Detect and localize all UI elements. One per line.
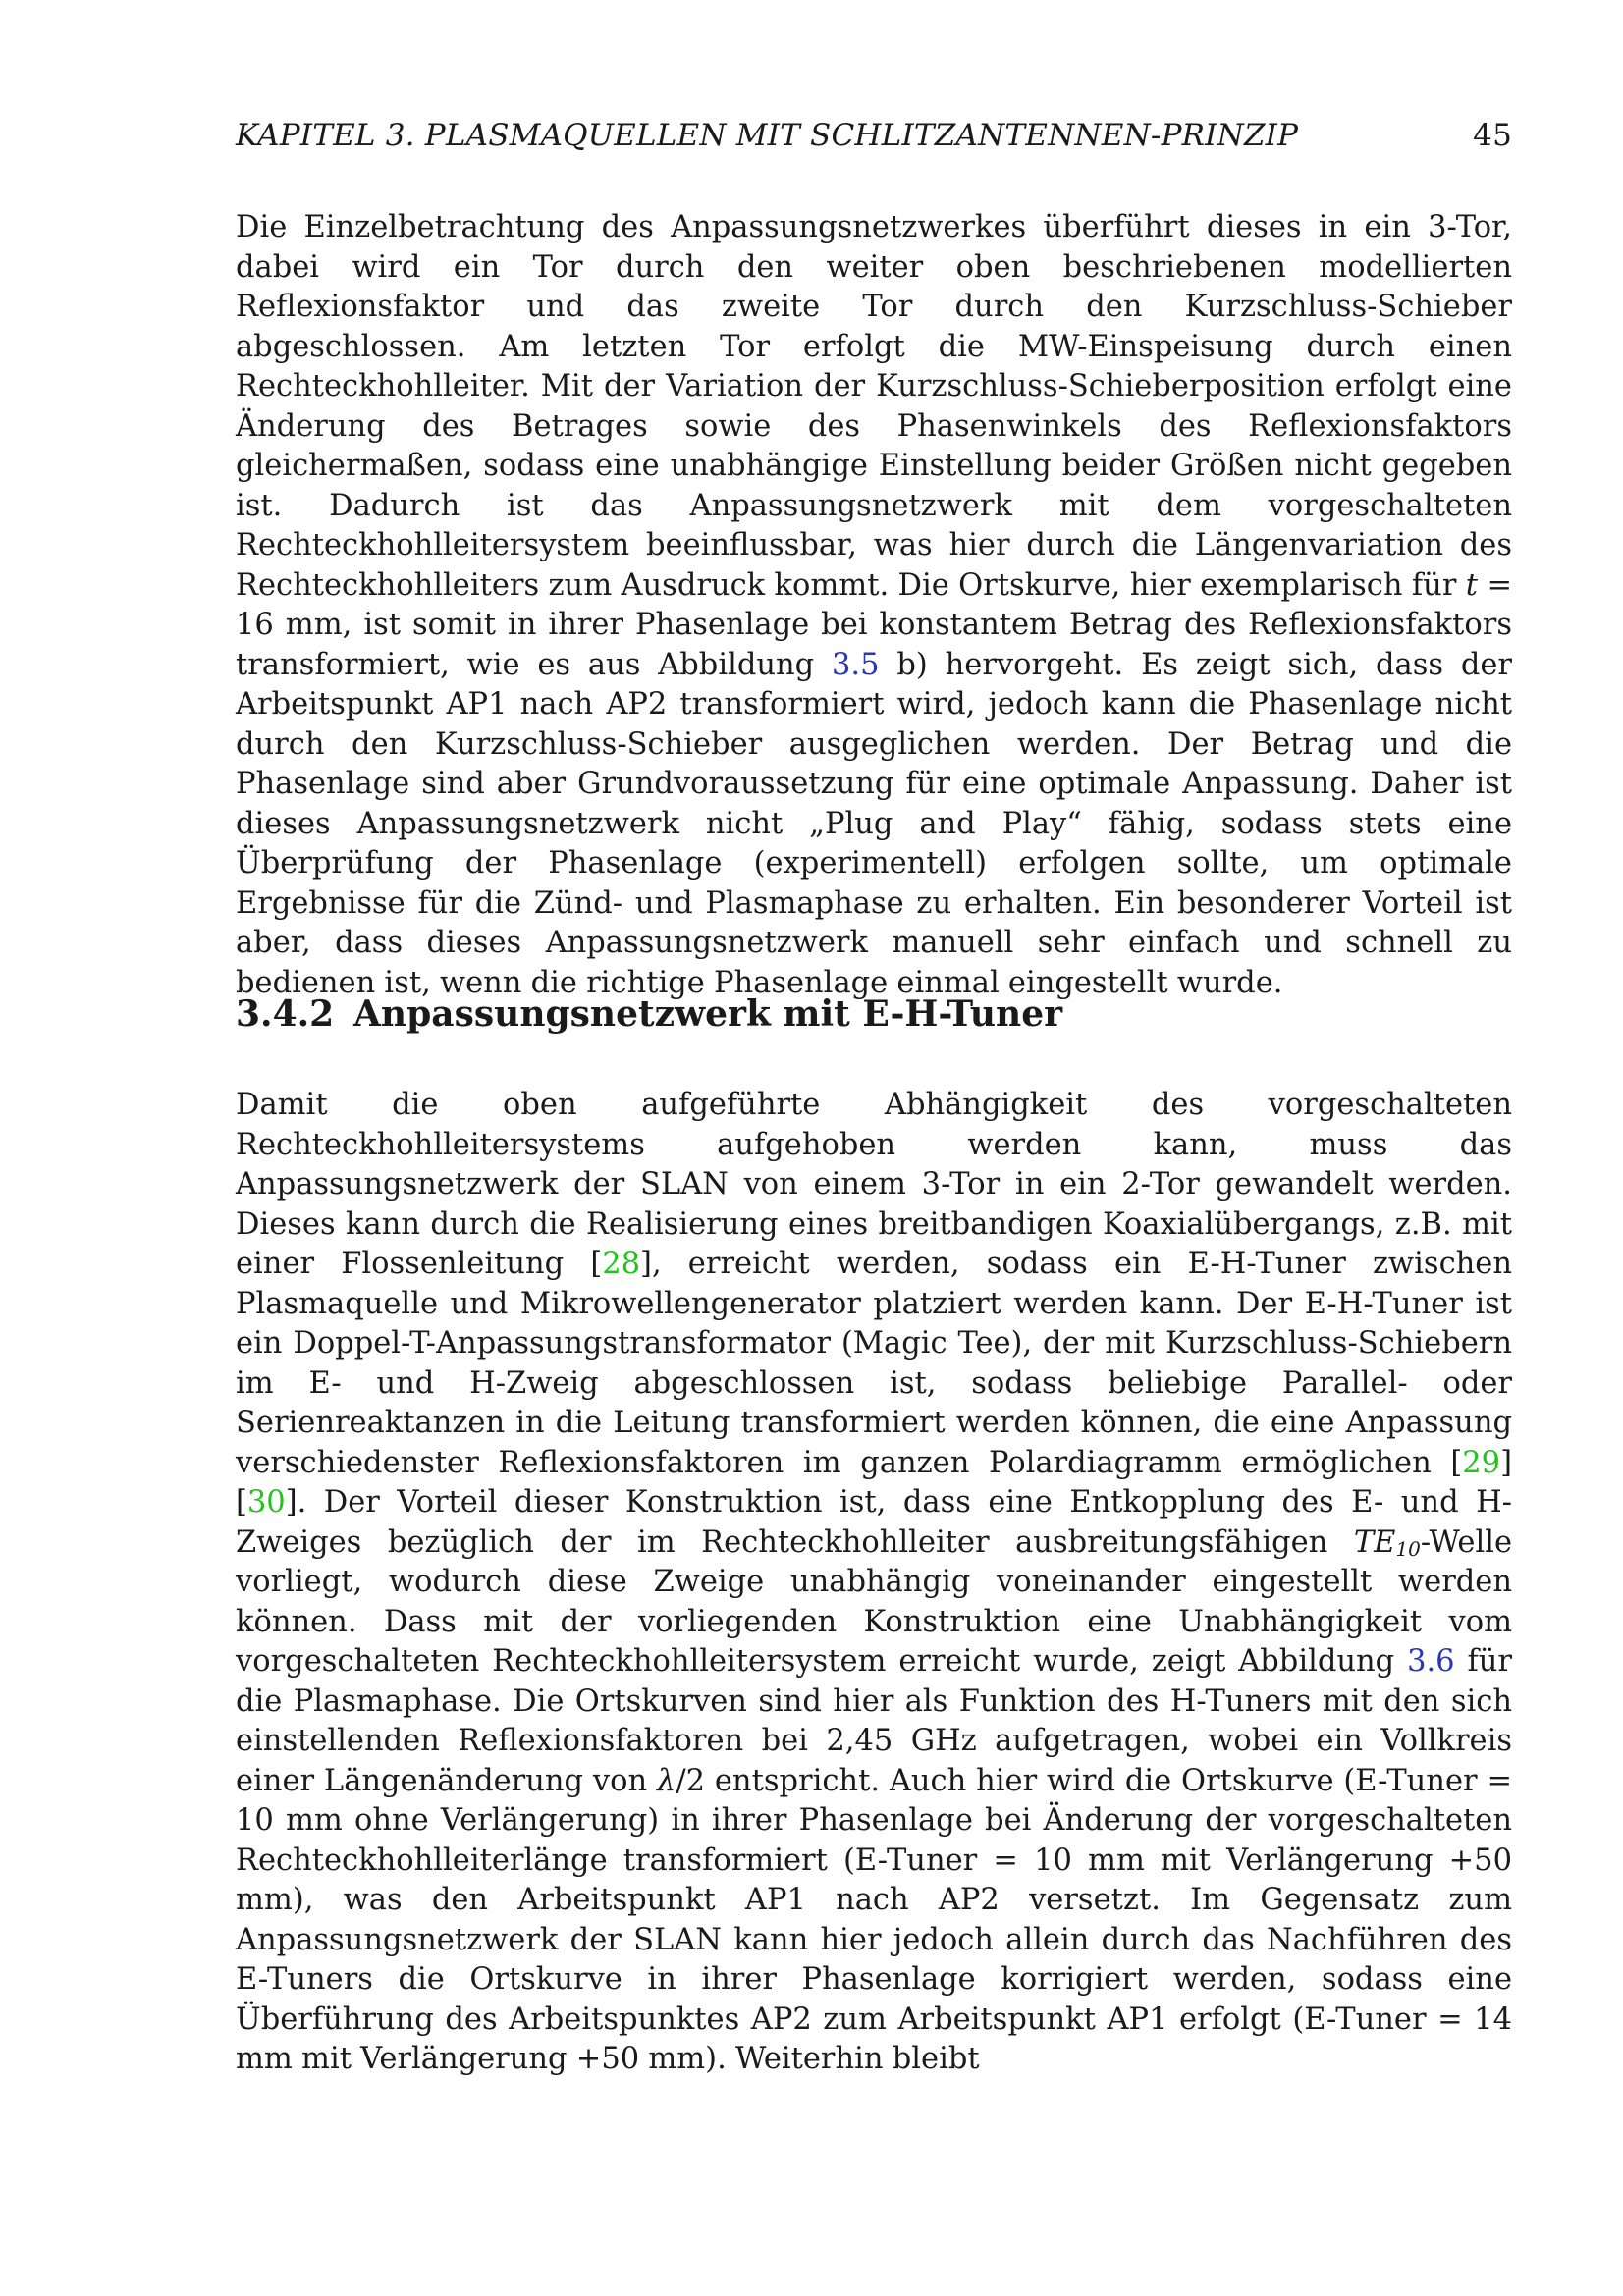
body-paragraph-2 — [236, 1086, 1512, 2080]
section-title: Anpassungsnetzwerk mit E-H-Tuner — [353, 993, 1063, 1035]
citation-28[interactable]: 28 — [602, 1247, 641, 1281]
text-run: = 16 mm, ist somit in ihrer Phasenlage bei konstantem Betrag des Reflexionsfaktors transformiert, wie es aus Abbildung — [236, 567, 1513, 682]
citation-29[interactable]: 29 — [1462, 1445, 1501, 1480]
text-run: -Welle vorliegt, wodurch diese Zweige unabhängig voneinander eingestellt werden können. Dass mit der vorliegenden Konstruktion eine Unabhängigkeit vom vorgeschalteten Rechteckhohlleitersystem erreicht wurde, zeigt Abbildung — [236, 1524, 1512, 1679]
text-run: ]. Der Vorteil dieser Konstruktion ist, dass eine Entkopplung des E- und H-Zweiges bezüglich der im Rechteckhohlleiter ausbreitungsfähigen — [236, 1485, 1512, 1560]
page-number: 45 — [1473, 118, 1512, 153]
figure-ref-3-6[interactable]: 3.6 — [1407, 1644, 1455, 1679]
text-run: ], erreicht werden, sodass ein E-H-Tuner zwischen Plasmaquelle und Mikrowellengenerator platziert werden kann. Der E-H-Tuner ist ein Doppel-T-Anpassungstransformator (Magic Tee), der mit Kurzschluss-Schiebern im E- und H-Zweig abgeschlossen ist, sodass beliebige Parallel- oder Serienreaktanzen in die Leitung transformiert werden können, die eine Anpassung verschiedenster Reflexionsfaktoren im ganzen Polardiagramm ermöglichen [ — [236, 1247, 1512, 1480]
math-variable-t: t — [1465, 567, 1479, 603]
chapter-title: KAPITEL 3. PLASMAQUELLEN MIT SCHLITZANTENNEN-PRINZIP — [236, 118, 1299, 153]
math-te-mode — [1354, 1525, 1421, 1560]
citation-30[interactable]: 30 — [246, 1485, 286, 1520]
text-run: b) hervorgeht. Es zeigt sich, dass der Arbeitspunkt AP1 nach AP2 transformiert wird, jedoch kann die Phasenlage nicht durch den Kurzschluss-Schieber ausgeglichen werden. Der Betrag und die Phasenlage sind aber Grundvoraussetzung für eine optimale Anpassung. Daher ist dieses Anpassungsnetzwerk nicht „Plug and Play“ fähig, sodass stets eine Überprüfung der Phasenlage (experimentell) erfolgen sollte, um optimale Ergebnisse für die Zünd- und Plasmaphase zu erhalten. Ein besonderer Vorteil ist aber, dass dieses Anpassungsnetzwerk manuell sehr einfach und schnell zu bedienen ist, wenn die richtige Phasenlage einmal eingestellt wurde. — [236, 647, 1512, 1000]
section-number: 3.4.2 — [236, 993, 335, 1035]
running-header — [236, 116, 1512, 155]
section-heading — [236, 991, 1062, 1037]
text-run: Die Einzelbetrachtung des Anpassungsnetzwerkes überführt dieses in ein 3-Tor, dabei wird ein Tor durch den weiter oben beschriebenen modellierten Reflexionsfaktor und das zweite Tor durch den Kurzschluss-Schieber abgeschlossen. Am letzten Tor erfolgt die MW-Einspeisung durch einen Rechteckhohlleiter. Mit der Variation der Kurzschluss-Schieberposition erfolgt eine Änderung des Betrages sowie des Phasenwinkels des Reflexionsfaktors gleichermaßen, sodass eine unabhängige Einstellung beider Größen nicht gegeben ist. Dadurch ist das Anpassungsnetzwerk mit dem vorgeschalteten Rechteckhohlleitersystem beeinflussbar, was hier durch die Längenvariation des Rechteckhohlleiters zum Ausdruck kommt. Die Ortskurve, hier exemplarisch für — [236, 210, 1512, 603]
te-base: TE — [1353, 1524, 1396, 1560]
math-lambda: λ — [657, 1763, 676, 1798]
figure-ref-3-5[interactable]: 3.5 — [832, 647, 880, 682]
text-run: ] [ — [236, 1445, 1512, 1520]
body-paragraph-1 — [236, 208, 1512, 1003]
text-run: für die Plasmaphase. Die Ortskurven sind hier als Funktion des H-Tuners mit den sich einstellenden Reflexionsfaktoren bei 2,45 GHz aufgetragen, wobei ein Vollkreis einer Längenänderung von — [236, 1644, 1513, 1798]
te-subscript: 10 — [1395, 1536, 1421, 1561]
text-run: /2 entspricht. Auch hier wird die Ortskurve (E-Tuner = 10 mm ohne Verlängerung) in ihrer Phasenlage bei Änderung der vorgeschalteten Rechteckhohlleiterlänge transformiert (E-Tuner = 10 mm mit Verlängerung +50 mm), was den Arbeitspunkt AP1 nach AP2 versetzt. Im Gegensatz zum Anpassungsnetzwerk der SLAN kann hier jedoch allein durch das Nachführen des E-Tuners die Ortskurve in ihrer Phasenlage korrigiert werden, sodass eine Überführung des Arbeitspunktes AP2 zum Arbeitspunkt AP1 erfolgt (E-Tuner = 14 mm mit Verlängerung +50 mm). Weiterhin bleibt — [236, 1763, 1512, 2076]
text-run: Damit die oben aufgeführte Abhängigkeit des vorgeschalteten Rechteckhohlleitersystems aufgehoben werden kann, muss das Anpassungsnetzwerk der SLAN von einem 3-Tor in ein 2-Tor gewandelt werden. Dieses kann durch die Realisierung eines breitbandigen Koaxialübergangs, z.B. mit einer Flossenleitung [ — [236, 1088, 1512, 1281]
